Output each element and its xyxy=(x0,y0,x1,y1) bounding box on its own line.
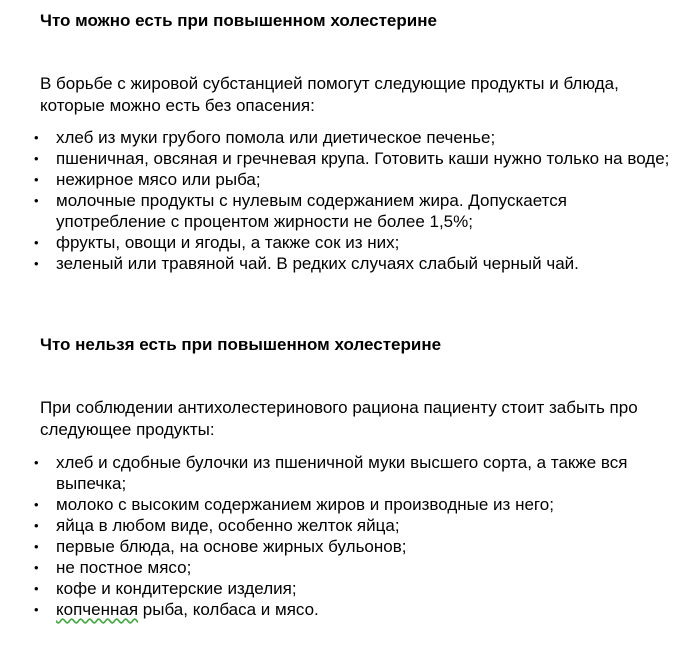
list-item: • кофе и кондитерские изделия; xyxy=(0,578,690,599)
list-item xyxy=(0,599,690,620)
forbidden-foods-list xyxy=(0,452,690,620)
section-allowed-intro: В борьбе с жировой субстанцией помогут следующие продукты и блюда, которые можно есть без опасения: xyxy=(40,74,619,115)
section-forbidden-intro: При соблюдении антихолестеринового рациона пациенту стоит забыть про следующее продукты: xyxy=(40,398,638,439)
list-item: • первые блюда, на основе жирных бульонов; xyxy=(0,536,690,557)
spellcheck-underlined-word: копченная xyxy=(56,600,139,619)
list-item: • пшеничная, овсяная и гречневая крупа. Готовить каши нужно только на воде; xyxy=(0,148,690,169)
list-item: • нежирное мясо или рыба; xyxy=(0,169,690,190)
section-forbidden-title: Что нельзя есть при повышенном холестерине xyxy=(40,335,442,354)
section-allowed-title: Что можно есть при повышенном холестерине xyxy=(40,11,437,30)
allowed-foods-list xyxy=(0,127,690,274)
list-item: • яйца в любом виде, особенно желток яйца; xyxy=(0,515,690,536)
list-item: • молочные продукты с нулевым содержанием жира. Допускается употребление с процентом жирности не более 1,5%; xyxy=(0,190,690,232)
list-item: • молоко с высоким содержанием жиров и производные из него; xyxy=(0,494,690,515)
list-item: • не постное мясо; xyxy=(0,557,690,578)
list-item: • фрукты, овощи и ягоды, а также сок из них; xyxy=(0,232,690,253)
list-item: • зеленый или травяной чай. В редких случаях слабый черный чай. xyxy=(0,253,690,274)
list-item: • хлеб и сдобные булочки из пшеничной муки высшего сорта, а также вся выпечка; xyxy=(0,452,690,494)
list-item: • хлеб из муки грубого помола или диетическое печенье; xyxy=(0,127,690,148)
list-item-text: рыба, колбаса и мясо. xyxy=(138,600,319,619)
